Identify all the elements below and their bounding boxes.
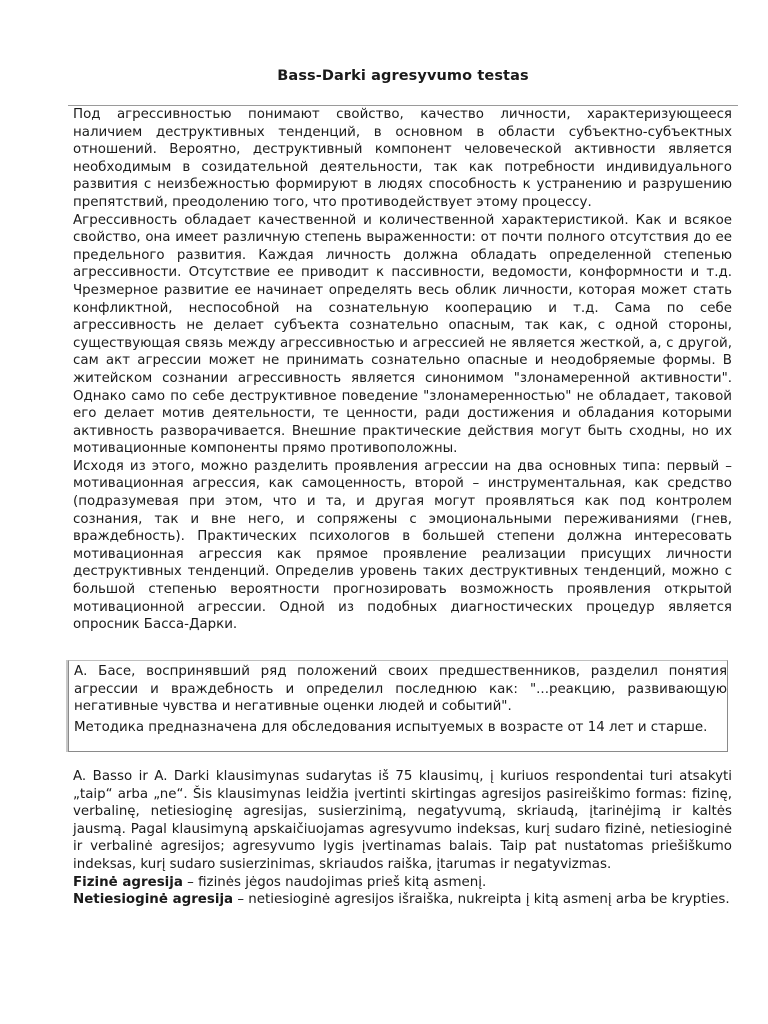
lithuanian-text-section	[73, 768, 732, 909]
paragraph: Методика предназначена для обследования испытуемых в возрасте от 14 лет и старше.	[74, 719, 708, 735]
paragraph: А. Басе, воспринявший ряд положений своих предшественников, разделил понятия агрессии и враждебность и определил последнюю как: "...реакцию, развивающую негативные чувства и негативные оценки людей и событий".	[74, 664, 727, 715]
paragraph: Агрессивность обладает качественной и количественной характеристикой. Как и всякое свойство, она имеет различную степень выраженности: от почти полного отсутствия до ее предельного развития. Каждая личность должна обладать определенной степенью агрессивности. Отсутствие ее приводит к пассивности, ведомости, конформности и т.д. Чрезмерное развитие ее начинает определять весь облик личности, которая может стать конфликтной, неспособной на сознательную кооперацию и т.д. Сама по себе агрессивность не делает субъекта сознательно опасным, так как, с одной стороны, существующая связь между агрессивностью и агрессией не является жесткой, а, с другой, сам акт агрессии может не принимать сознательно опасные и неодобряемые формы. В житейском сознании агрессивность является синонимом "злонамеренной активности". Однако само по себе деструктивное поведение "злонамеренностью" не обладает, таковой его делает мотив деятельности, те ценности, ради достижения и обладания которыми активность разворачивается. Внешние практические действия могут быть сходны, но их мотивационные компоненты прямо противоположны.	[73, 212, 732, 457]
bordered-text-box	[68, 660, 728, 752]
definition-term: Netiesioginė agresija	[73, 892, 234, 908]
definition-indirect-aggression	[73, 891, 732, 909]
definition-term: Fizinė agresija	[73, 874, 183, 890]
paragraph: Исходя из этого, можно разделить проявления агрессии на два основных типа: первый – мотивационная агрессия, как самоценность, второй – инструментальная, как средство (подразумевая при этом, что и та, и другая могут проявляться как под контролем сознания, так и вне него, и сопряжены с эмоциональными переживаниями (гнев, враждебность). Практических психологов в большей степени должна интересовать мотивационная агрессия как прямое проявление реализации присущих личности деструктивных тенденций. Определив уровень таких деструктивных тенденций, можно с большой степенью вероятности прогнозировать возможность проявления открытой мотивационной агрессии. Одной из подобных диагностических процедур является опросник Басса-Дарки.	[73, 458, 732, 633]
definition-text: – netiesioginė agresijos išraiška, nukreipta į kitą asmenį arba be krypties.	[233, 892, 730, 908]
document-title: Bass-Darki agresyvumo testas	[277, 68, 529, 84]
paragraph: A. Basso ir A. Darki klausimynas sudarytas iš 75 klausimų, į kuriuos respondentai turi atsakyti „taip“ arba „ne“. Šis klausimynas leidžia įvertinti skirtingas agresijos pasireiškimo formas: fizinę, verbalinę, netiesioginę agresijas, susierzinimą, negatyvumą, skriaudą, įtarinėjimą ir kaltės jausmą. Pagal klausimyną apskaičiuojamas agresyvumo indeksas, kurį sudaro fizinė, netiesioginė ir verbalinė agresijos; agresyvumo lygis įvertinamas balais. Taip pat nustatomas priešiškumo indeksas, kurį sudaro susierzinimas, skriaudos raiška, įtarumas ir negatyvizmas.	[73, 769, 732, 872]
definition-physical-aggression	[73, 874, 732, 892]
russian-text-section	[73, 106, 732, 634]
definition-text: – fizinės jėgos naudojimas prieš kitą asmenį.	[182, 874, 487, 890]
paragraph: Под агрессивностью понимают свойство, качество личности, характеризующееся наличием деструктивных тенденций, в основном в области субъектно-субъектных отношений. Вероятно, деструктивный компонент человеческой активности является необходимым в созидательной деятельности, так как потребности индивидуального развития с неизбежностью формируют в людях способность к устранению и разрушению препятствий, преодолению того, что противодействует этому процессу.	[73, 107, 732, 210]
